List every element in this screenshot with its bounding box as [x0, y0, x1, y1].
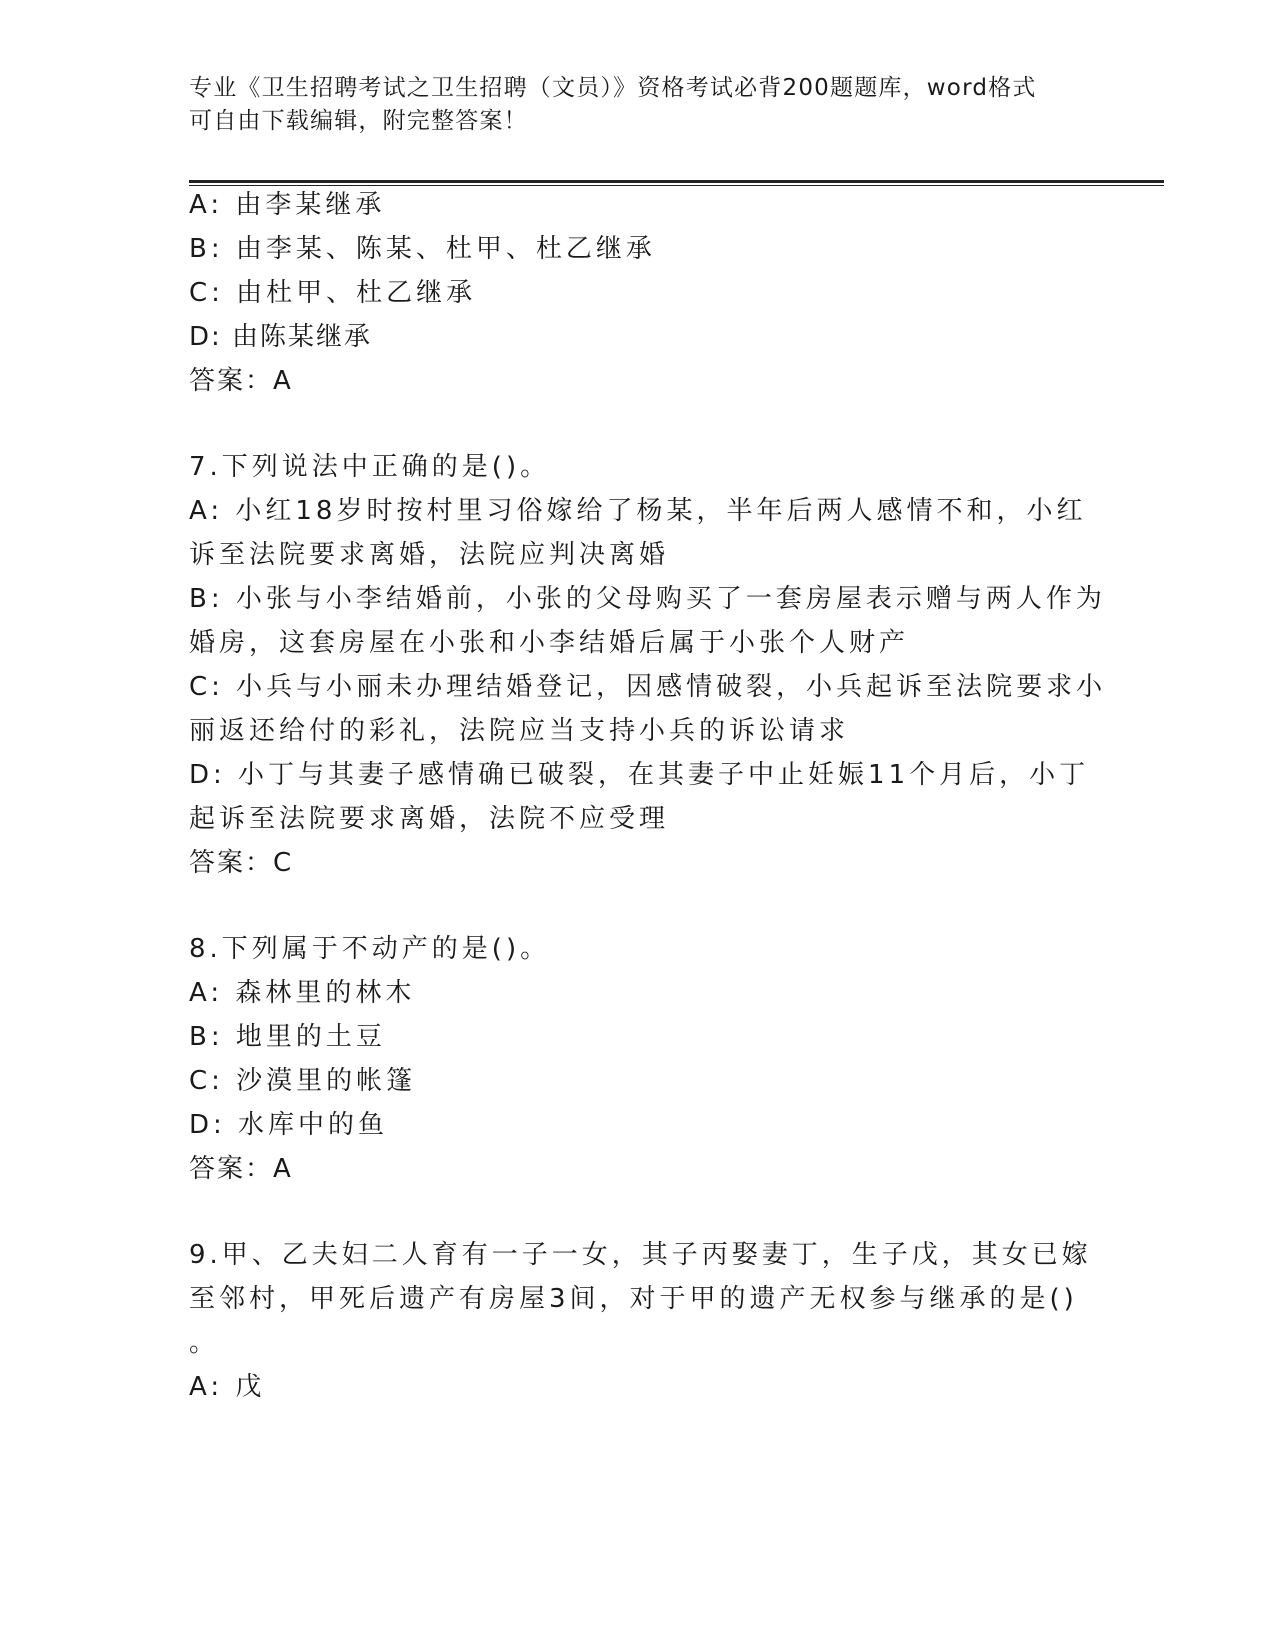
- header-divider-thin: [189, 185, 1164, 186]
- q7-option-b-line2: 婚房，这套房屋在小张和小李结婚后属于小张个人财产: [189, 628, 910, 658]
- q6-option-a: A: 由李某继承: [189, 190, 386, 220]
- q7-option-c-line2: 丽返还给付的彩礼，法院应当支持小兵的诉讼请求: [189, 716, 850, 746]
- q9-stem-line1: 9.甲、乙夫妇二人育有一子一女，其子丙娶妻丁，生子戊，其女已嫁: [189, 1240, 1092, 1270]
- q7-option-a-line1: A: 小红18岁时按村里习俗嫁给了杨某，半年后两人感情不和，小红: [189, 496, 1087, 526]
- q8-option-d: D: 水库中的鱼: [189, 1110, 389, 1140]
- q8-option-b: B: 地里的土豆: [189, 1022, 386, 1052]
- q6-option-d: D: 由陈某继承: [189, 322, 373, 352]
- q6-option-b: B: 由李某、陈某、杜甲、杜乙继承: [189, 234, 656, 264]
- q8-stem: 8.下列属于不动产的是()。: [189, 934, 551, 964]
- q6-answer: 答案：A: [189, 366, 293, 396]
- q7-option-d-line1: D: 小丁与其妻子感情确已破裂，在其妻子中止妊娠11个月后，小丁: [189, 760, 1090, 790]
- header-line-1: 专业《卫生招聘考试之卫生招聘（文员）》资格考试必背200题题库，word格式: [189, 75, 1037, 101]
- q9-stem-line2: 至邻村，甲死后遗产有房屋3间，对于甲的遗产无权参与继承的是(): [189, 1284, 1078, 1314]
- q7-stem: 7.下列说法中正确的是()。: [189, 452, 551, 482]
- q6-option-c: C: 由杜甲、杜乙继承: [189, 278, 477, 308]
- q8-option-a: A: 森林里的林木: [189, 978, 416, 1008]
- q7-answer: 答案：C: [189, 848, 294, 878]
- q8-option-c: C: 沙漠里的帐篷: [189, 1066, 417, 1096]
- q7-option-a-line2: 诉至法院要求离婚，法院应判决离婚: [189, 540, 670, 570]
- q7-option-b-line1: B: 小张与小李结婚前，小张的父母购买了一套房屋表示赠与两人作为: [189, 584, 1106, 614]
- q8-answer: 答案：A: [189, 1154, 293, 1184]
- q9-option-a: A: 戊: [189, 1372, 266, 1402]
- header-line-2: 可自由下载编辑，附完整答案！: [189, 108, 528, 134]
- q7-option-c-line1: C: 小兵与小丽未办理结婚登记，因感情破裂，小兵起诉至法院要求小: [189, 672, 1107, 702]
- q9-stem-line3: 。: [189, 1328, 220, 1358]
- header-divider-thick: [189, 180, 1164, 183]
- q7-option-d-line2: 起诉至法院要求离婚，法院不应受理: [189, 804, 670, 834]
- document-header: [189, 72, 1089, 138]
